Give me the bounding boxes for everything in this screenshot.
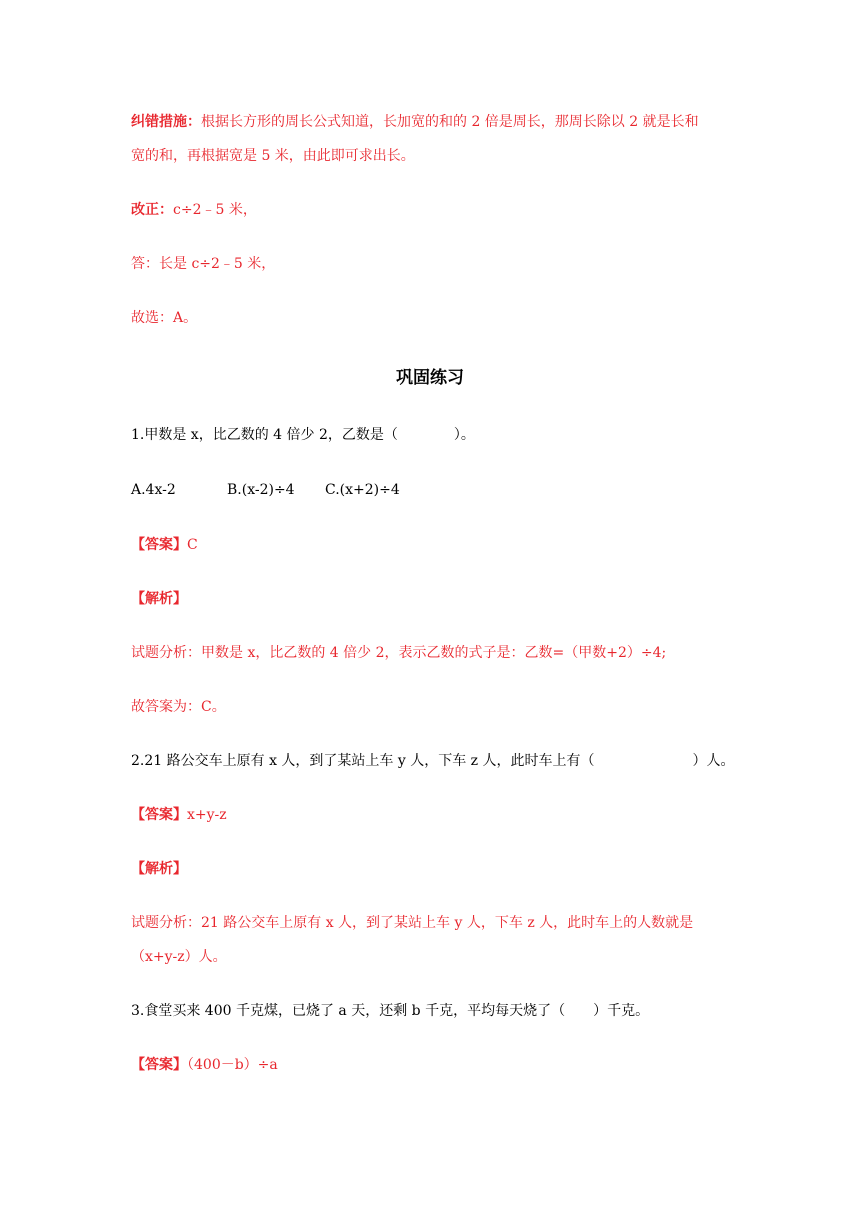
fix-label: 改正： xyxy=(131,202,173,218)
q3-answer: （400－b）÷a xyxy=(187,1057,278,1073)
correction-label: 纠错措施： xyxy=(131,114,201,130)
correction-choice: 故选：A。 xyxy=(131,310,198,326)
q2-answer: x+y-z xyxy=(187,807,227,823)
section-title: 巩固练习 xyxy=(396,368,464,388)
q1-answer-line xyxy=(131,535,198,555)
q1-analysis: 试题分析：甲数是 x，比乙数的 4 倍少 2，表示乙数的式子是：乙数=（甲数+2）÷4; xyxy=(131,645,667,661)
q2-analysis-1: 试题分析：21 路公交车上原有 x 人，到了某站上车 y 人，下车 z 人，此时车上的人数就是 xyxy=(131,915,694,931)
q1-analysis-label: 【解析】 xyxy=(131,591,187,607)
q2-answer-label: 【答案】 xyxy=(131,807,187,823)
q2-analysis-label: 【解析】 xyxy=(131,861,187,877)
correction-text-2: 宽的和，再根据宽是 5 米，由此即可求出长。 xyxy=(131,148,415,164)
q3-stem: 3.食堂买来 400 千克煤，已烧了 a 天，还剩 b 千克，平均每天烧了（ ）千克。 xyxy=(131,1003,650,1019)
q1-options xyxy=(131,480,400,500)
q1-conclusion: 故答案为：C。 xyxy=(131,699,226,715)
q1-option-b: B.(x-2)÷4 xyxy=(227,482,295,498)
q2-answer-line xyxy=(131,805,227,825)
q3-answer-line xyxy=(131,1055,278,1075)
q1-option-c: C.(x+2)÷4 xyxy=(325,482,400,498)
q2-stem: 2.21 路公交车上原有 x 人，到了某站上车 y 人，下车 z 人，此时车上有（ ）人。 xyxy=(131,753,735,769)
correction-line-1 xyxy=(131,112,699,132)
fix-line xyxy=(131,200,257,220)
q1-option-a: A.4x-2 xyxy=(131,482,176,498)
correction-answer: 答：长是 c÷2﹣5 米， xyxy=(131,256,276,272)
correction-text-1: 根据长方形的周长公式知道，长加宽的和的 2 倍是周长，那周长除以 2 就是长和 xyxy=(201,114,699,130)
q1-stem: 1.甲数是 x，比乙数的 4 倍少 2，乙数是（ ）。 xyxy=(131,427,475,443)
q2-analysis-2: （x+y-z）人。 xyxy=(131,949,227,965)
q1-answer-label: 【答案】 xyxy=(131,537,187,553)
q3-answer-label: 【答案】 xyxy=(131,1057,187,1073)
fix-text: c÷2﹣5 米， xyxy=(173,202,257,218)
q1-answer: C xyxy=(187,537,198,553)
